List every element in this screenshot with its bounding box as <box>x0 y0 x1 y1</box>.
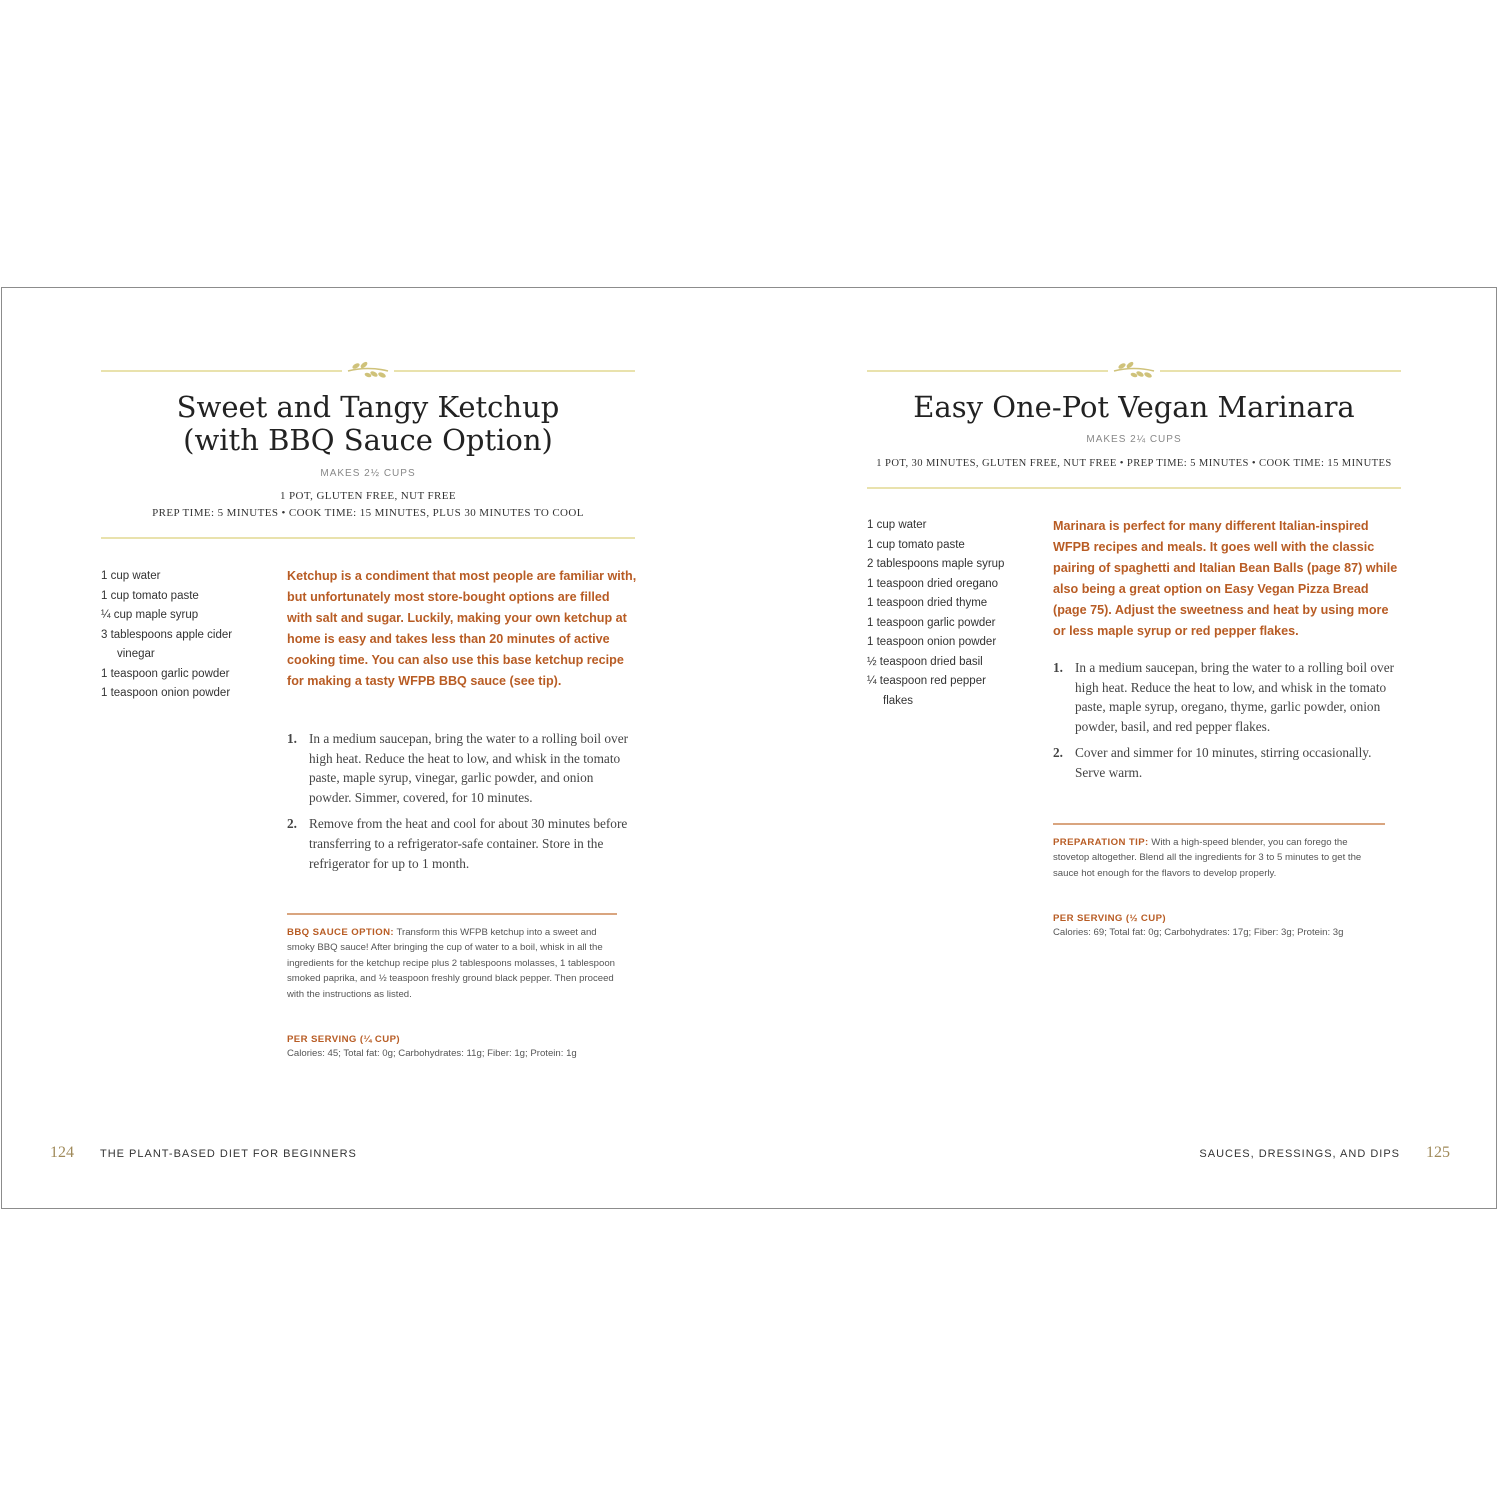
list-item: 1 cup water <box>101 570 161 582</box>
list-item: 1 cup tomato paste <box>101 589 199 602</box>
preparation-tip <box>1053 835 1371 881</box>
ingredient-list <box>101 567 281 704</box>
list-item: ½ teaspoon dried basil <box>867 655 983 668</box>
book-spread <box>1 287 1497 1209</box>
step-text: Cover and simmer for 10 minutes, stirring occasionally. Serve warm. <box>1075 745 1372 780</box>
recipe-intro: Marinara is perfect for many different Italian-inspired WFPB recipes and meals. It goes well with the classic pairing of spaghetti and Italian Bean Balls (page 87) while also being a great option on Easy Vegan Pizza Bread (page 75). Adjust the sweetness and heat by using more or less maple syrup or red pepper flakes. <box>1053 519 1398 638</box>
list-item: 1 teaspoon garlic powder <box>867 616 996 629</box>
step-number: 2. <box>1053 745 1063 761</box>
list-item: 1 cup tomato paste <box>867 538 965 551</box>
meta-line-2: PREP TIME: 5 MINUTES • COOK TIME: 15 MINUTES, PLUS 30 MINUTES TO COOL <box>152 507 584 519</box>
meta-line-1: 1 POT, GLUTEN FREE, NUT FREE <box>279 490 457 502</box>
list-item: 1 cup water <box>867 519 927 531</box>
step-list <box>1053 658 1401 790</box>
recipe-title <box>101 391 635 457</box>
serving-label: PER SERVING (½ CUP) <box>1053 913 1166 924</box>
step-text: Remove from the heat and cool for about 30 minutes before transferring to a refrigerator-safe container. Store in the refrigerator for up to 1 month. <box>309 816 628 871</box>
step-number: 1. <box>287 731 297 746</box>
tip-label: BBQ SAUCE OPTION: <box>287 927 395 938</box>
list-item: 1 teaspoon garlic powder <box>101 667 230 680</box>
list-item: 1 teaspoon onion powder <box>867 636 997 648</box>
title-line-1: Sweet and Tangy Ketchup <box>176 390 560 424</box>
step-list <box>287 729 635 880</box>
left-page <box>101 288 635 1208</box>
list-item <box>1053 743 1401 782</box>
list-item <box>287 814 635 873</box>
nutrition-info <box>1053 912 1413 940</box>
leaf-ornament-icon <box>1110 360 1158 382</box>
footer-chapter-title: SAUCES, DRESSINGS, AND DIPS <box>1199 1148 1400 1160</box>
nutrition-info <box>287 1033 647 1061</box>
step-text: In a medium saucepan, bring the water to a rolling boil over high heat. Reduce the heat to low, and whisk in the tomato paste, maple syrup, oregano, thyme, garlic powder, onion powder, basil, and red pepper flakes. <box>1075 660 1395 734</box>
recipe-title: Easy One-Pot Vegan Marinara <box>913 390 1355 424</box>
list-item: 1 teaspoon dried oregano <box>867 577 999 590</box>
list-item: 2 tablespoons maple syrup <box>867 558 1005 570</box>
leaf-ornament-icon <box>344 360 392 382</box>
serving-text: Calories: 45; Total fat: 0g; Carbohydrates: 11g; Fiber: 1g; Protein: 1g <box>287 1048 577 1059</box>
header-rule <box>101 537 635 539</box>
yield-label: MAKES 2¼ CUPS <box>1086 434 1182 445</box>
list-item: ¼ teaspoon red pepper flakes <box>867 675 986 707</box>
ingredient-list <box>867 516 1047 711</box>
ornament-divider <box>101 360 635 382</box>
tip-rule <box>1053 823 1385 825</box>
list-item <box>287 729 635 807</box>
list-item <box>1053 658 1401 736</box>
recipe-intro: Ketchup is a condiment that most people are familiar with, but unfortunately most store-bought options are filled with salt and sugar. Luckily, making your own ketchup at home is easy and takes less than 20 minutes of active cooking time. You can also use this base ketchup recipe for making a tasty WFPB BBQ sauce (see tip). <box>287 569 637 688</box>
tip-text: With a high-speed blender, you can forego the stovetop altogether. Blend all the ingredients for 3 to 5 minutes to get the sauce hot enough for the flavors to develop properly. <box>1053 837 1362 879</box>
step-number: 1. <box>1053 660 1063 675</box>
ornament-divider <box>867 360 1401 382</box>
tip-rule <box>287 913 617 915</box>
tip-text: Transform this WFPB ketchup into a sweet and smoky BBQ sauce! After bringing the cup of water to a boil, whisk in all the ingredients for the ketchup recipe plus 2 tablespoons molasses, 1 tablespoon smoked paprika, and ½ teaspoon freshly ground black pepper. Then proceed with the instructions as listed. <box>287 927 615 1000</box>
page-number-left: 124 <box>50 1144 74 1161</box>
serving-text: Calories: 69; Total fat: 0g; Carbohydrates: 17g; Fiber: 3g; Protein: 3g <box>1053 927 1344 938</box>
right-page <box>867 288 1401 1208</box>
list-item: 1 teaspoon onion powder <box>101 687 231 699</box>
list-item: 3 tablespoons apple cider vinegar <box>101 628 233 660</box>
list-item: 1 teaspoon dried thyme <box>867 597 988 609</box>
serving-label: PER SERVING (¼ CUP) <box>287 1034 400 1045</box>
bbq-sauce-tip <box>287 925 617 1002</box>
list-item: ¼ cup maple syrup <box>101 609 199 621</box>
step-number: 2. <box>287 816 297 832</box>
recipe-meta <box>101 488 635 522</box>
title-line-2: (with BBQ Sauce Option) <box>183 423 553 457</box>
step-text: In a medium saucepan, bring the water to a rolling boil over high heat. Reduce the heat to low, and whisk in the tomato paste, maple syrup, vinegar, garlic powder, and onion powder. Simmer, covered, for 10 minutes. <box>309 731 629 805</box>
footer-book-title: THE PLANT-BASED DIET FOR BEGINNERS <box>100 1148 357 1160</box>
yield-label: MAKES 2½ CUPS <box>320 468 416 479</box>
tip-label: PREPARATION TIP: <box>1053 837 1149 848</box>
header-rule <box>867 487 1401 489</box>
recipe-meta: 1 POT, 30 MINUTES, GLUTEN FREE, NUT FREE • PREP TIME: 5 MINUTES • COOK TIME: 15 MINUTES <box>876 458 1392 469</box>
page-number-right: 125 <box>1426 1144 1450 1161</box>
